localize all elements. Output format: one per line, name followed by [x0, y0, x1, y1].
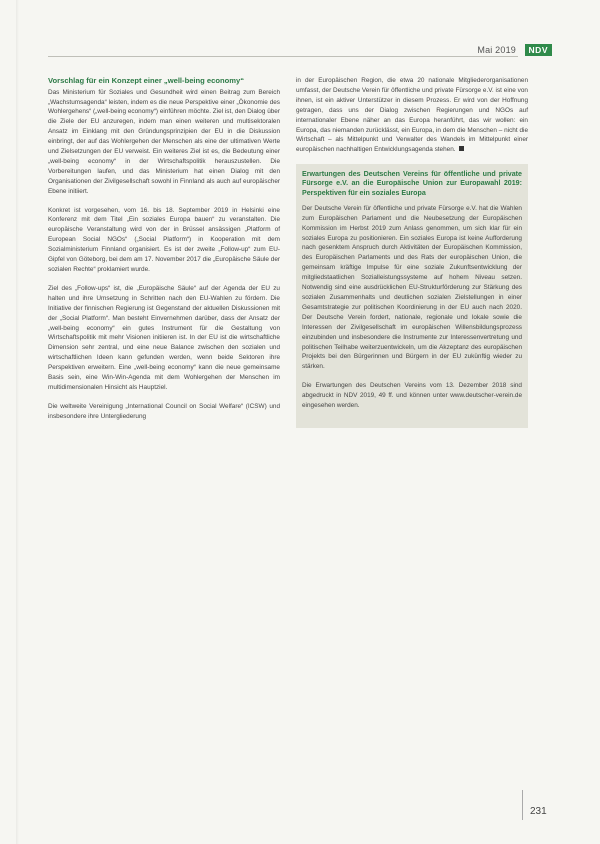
left-paragraph-1: Das Ministerium für Soziales und Gesundheit wird einen Beitrag zum Bereich „Wachstumsagenda“ leisten, indem es die neue Perspektive einer „Ökonomie des Wohlergehens“ („well-being economy“) einführen möchte. Ziel ist, den Dialog über die Ziele der EU anzuregen, indem man einen weiteren und multisektoralen Ansatz im Einklang mit den Gründungsprinzipien der EU in die Diskussion einbringt, der auf das Wohlergehen der Menschen als eine der ultimativen Werte und Zielsetzungen der EU verweist. Ein weiteres Ziel ist es, die Bedeutung einer „well-being economy“ in der Wirtschaftspolitik herauszustellen. Die Vorbereitungen laufen, und das Ministerium hat einen Dialog mit den Organisationen der Zivilgesellschaft sowohl in Finnland als auch auf europäischer Ebene initiiert.: [48, 88, 280, 195]
left-column: [48, 76, 280, 431]
page-number: 231: [530, 806, 547, 817]
right-column: [296, 76, 528, 428]
info-box: [296, 164, 528, 428]
journal-badge: NDV: [525, 44, 552, 56]
info-box-heading: Erwartungen des Deutschen Vereins für öffentliche und private Fürsorge e.V. an die Europäische Union zur Europawahl 2019: Perspektiven für ein soziales Europa: [302, 170, 522, 197]
header-rule: [48, 56, 518, 57]
left-paragraph-2: Konkret ist vorgesehen, vom 16. bis 18. September 2019 in Helsinki eine Konferenz mit dem Titel „Ein soziales Europa bauen“ zu veranstalten. Die europäische Veranstaltung wird von der in Brüssel ansässigen „Platform of European Social NGOs“ („Social Platform“) in Kooperation mit dem Sozialministerium Finnland organisiert. Es ist der zweite „Follow-up“ zum EU-Gipfel von Göteborg, bei dem am 17. November 2017 die „Europäische Säule der sozialen Rechte“ proklamiert wurde.: [48, 206, 280, 273]
header-date: Mai 2019: [477, 45, 516, 55]
section-heading: Vorschlag für ein Konzept einer „well-being economy“: [48, 76, 245, 85]
left-paragraph-4: Die weltweite Vereinigung „International Council on Social Welfare“ (ICSW) und insbesondere ihre Untergliederung: [48, 402, 280, 420]
page-spine-shadow: [16, 0, 19, 844]
info-box-paragraph-1: Der Deutsche Verein für öffentliche und private Fürsorge e.V. hat die Wahlen zum Europäischen Parlament und die Neubesetzung der Europäischen Kommission im Herbst 2019 zum Anlass genommen, um sich klar für ein soziales Europa zu positionieren. Ein soziales Europa ist keine Aufforderung nach gesenktem Anspruch durch Aktivitäten der Europäischen Kommission, des Europäischen Parlaments und des Rats der europäischen Union, die gemeinsam kräftige Impulse für eine soziale Zukunftsentwicklung der mitgliedstaatlichen Sozialleistungssysteme auf hohem Niveau setzen. Notwendig sind eine ausdrücklichen EU-Strukturförderung zur Stärkung des sozialen Zusammenhalts und deutlichen sozialen Zielstellungen in einer Gesamtstrategie zur politischen Koordinierung in der EU auch nach 2020. Der Deutsche Verein fordert, nationale, regionale und lokale sowie die Interessen der Zivilgesellschaft im europäischen Willensbildungsprozess einzubinden und insbesondere die Instrumente zur Interessenvertretung und politischen Teilhabe weiterzuentwickeln, um die Akzeptanz des europäischen Projekts bei den Bürgerinnen und Bürgern in der EU zukünftig wieder zu stärken.: [302, 204, 522, 371]
page-header: [48, 44, 552, 58]
footer-rule: [522, 790, 523, 820]
info-box-paragraph-2: Die Erwartungen des Deutschen Vereins vom 13. Dezember 2018 sind abgedruckt in NDV 2019, 49 ff. und können unter www.deutscher-verein.de eingesehen werden.: [302, 382, 522, 410]
right-paragraph-1: in der Europäischen Region, die etwa 20 nationale Mitgliederorganisationen umfasst, der Deutsche Verein für öffentliche und private Fürsorge e.V. ist eine von ihnen, ist ein aktiver Unterstützer in diesem Prozess. Er wird von der Hoffnung getragen, dass uns der Dialog zwischen Regierungen und NGOs auf internationaler Ebene näher an das Europa heranführt, das wir wollen: ein Europa, das niemanden zurücklässt, ein Europa, in dem die Menschen – nicht die Wirtschaft – als Mittelpunkt und Verwalter des Wandels im Mittelpunkt einer europäischen nachhaltigen Entwicklungsagenda stehen.: [296, 77, 528, 154]
end-of-article-mark: [459, 146, 464, 151]
left-paragraph-3: Ziel des „Follow-ups“ ist, die „Europäische Säule“ auf der Agenda der EU zu halten und ihre Umsetzung in Schritten nach den EU-Wahlen zu fördern. Die Initiative der finnischen Regierung ist Gegenstand der aktuellen Diskussionen mit der „Social Platform“. Man besteht Einvernehmen darüber, dass der Ansatz der „well-being economy“ ein gutes Instrument für die Gestaltung von Wirtschaftspolitik mit mehr Visionen initiieren ist. In der EU ist die wirtschaftliche Dimension sehr zentral, und eine neue Balance zwischen den sozialen und wirtschaftlichen Ideen kann gefunden werden, wenn beide Sektoren ihre Perspektiven erweitern. Eine „well-being economy“ kann die neue gemeinsame Basis sein, eine Win-Win-Agenda mit dem Wohlergehen der Menschen im multidimensionalen Hinsicht als Hauptziel.: [48, 284, 280, 391]
